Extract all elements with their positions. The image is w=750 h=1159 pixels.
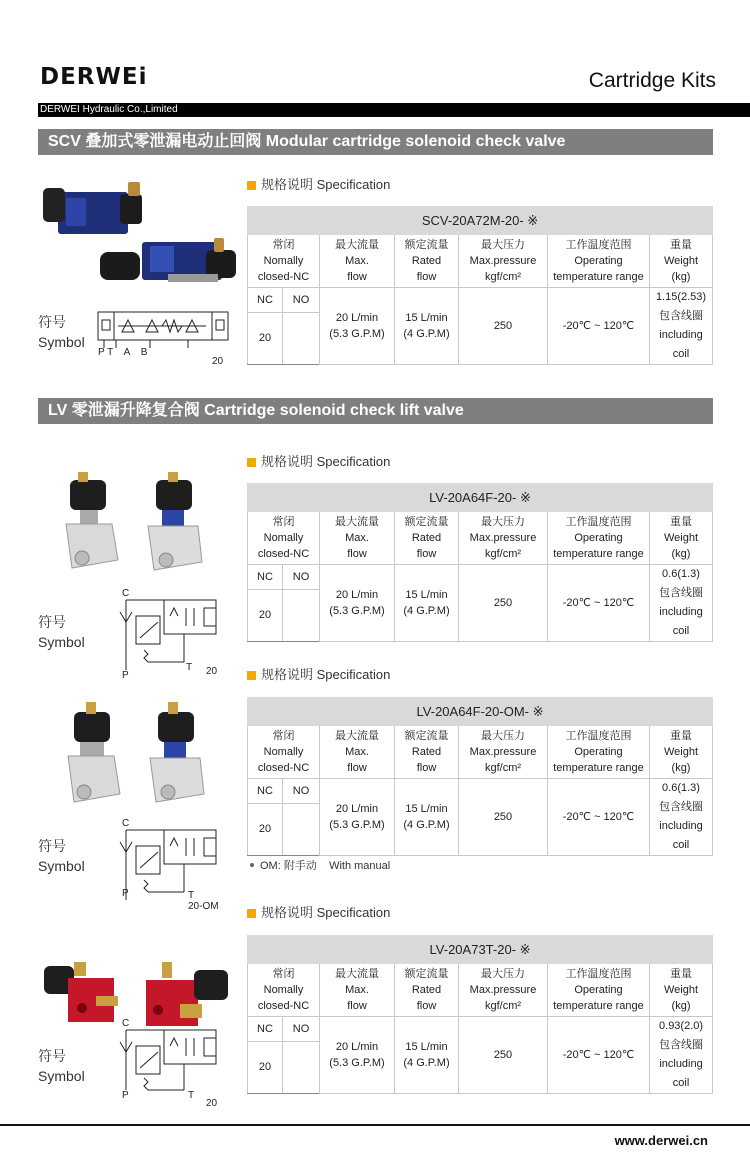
symbol-caption-1: 符号 Symbol — [38, 314, 85, 350]
col-weight: 重量 Weight (kg) — [650, 726, 713, 779]
spec-label-2: 规格说明 Specification — [247, 453, 390, 471]
port-t: T — [186, 662, 193, 673]
brand-logo: DERWEi — [40, 64, 148, 90]
col-pressure: 最大压力 Max.pressure kgf/cm² — [459, 726, 548, 779]
col-pressure: 最大压力 Max.pressure kgf/cm² — [459, 512, 548, 565]
cell-empty — [283, 312, 320, 364]
cell-empty — [283, 803, 320, 855]
cell-max-flow: 20 L/min (5.3 G.P.M) — [320, 288, 395, 365]
col-weight: 重量 Weight (kg) — [650, 512, 713, 565]
cell-nc: NC — [248, 1017, 283, 1042]
spec-label-text: 规格说明 Specification — [261, 177, 391, 192]
cell-no: NO — [283, 288, 320, 313]
cell-empty — [283, 589, 320, 641]
spec-table-lv-2 — [247, 697, 713, 856]
product-photo-scv — [38, 172, 238, 302]
schematic-tag: 20 — [206, 1098, 218, 1108]
section-title-scv: SCV 叠加式零泄漏电动止回阀 Modular cartridge solenoid check valve — [38, 129, 713, 155]
hydraulic-symbol-lv-3 — [114, 1016, 224, 1108]
cell-no: NO — [283, 1017, 320, 1042]
col-nc: 常闭 Nomally closed-NC — [248, 235, 320, 288]
hydraulic-symbol-scv — [94, 308, 234, 368]
col-max-flow: 最大流量 Max. flow — [320, 964, 395, 1017]
col-temp: 工作温度范围 Operating temperature range — [548, 964, 650, 1017]
schematic-tag: 20-OM — [188, 901, 219, 912]
symbol-caption-3: 符号 Symbol — [38, 838, 85, 874]
col-rated-flow: 额定流量 Rated flow — [395, 512, 459, 565]
cell-weight: 0.6(1.3) 包含线圈 including coil — [650, 779, 713, 856]
cell-max-flow: 20 L/min (5.3 G.P.M) — [320, 779, 395, 856]
accent-square-icon — [247, 458, 256, 467]
cell-temp: -20℃ ~ 120℃ — [548, 288, 650, 365]
col-rated-flow: 额定流量 Rated flow — [395, 964, 459, 1017]
cell-size: 20 — [248, 312, 283, 364]
cell-no: NO — [283, 779, 320, 804]
cell-weight: 0.6(1.3) 包含线圈 including coil — [650, 565, 713, 642]
spec-table-lv-3 — [247, 935, 713, 1094]
product-photo-lv-2 — [38, 692, 238, 822]
col-temp: 工作温度范围 Operating temperature range — [548, 512, 650, 565]
cell-size: 20 — [248, 1041, 283, 1093]
col-pressure: 最大压力 Max.pressure kgf/cm² — [459, 235, 548, 288]
cell-pressure: 250 — [459, 779, 548, 856]
cell-rated-flow: 15 L/min (4 G.P.M) — [395, 565, 459, 642]
symbol-caption-4: 符号 Symbol — [38, 1048, 85, 1084]
company-name: DERWEI Hydraulic Co.,Limited — [40, 104, 178, 115]
col-max-flow: 最大流量 Max. flow — [320, 726, 395, 779]
cell-max-flow: 20 L/min (5.3 G.P.M) — [320, 1017, 395, 1094]
port-c: C — [122, 588, 130, 599]
port-t: T — [188, 890, 195, 901]
col-max-flow: 最大流量 Max. flow — [320, 512, 395, 565]
port-t: T — [188, 1090, 195, 1101]
port-p: P — [122, 888, 129, 899]
cell-pressure: 250 — [459, 288, 548, 365]
cell-no: NO — [283, 565, 320, 590]
cell-nc: NC — [248, 779, 283, 804]
spec-label-3: 规格说明 Specification — [247, 666, 390, 684]
model-cell: LV-20A73T-20- ※ — [248, 936, 713, 964]
col-nc: 常闭 Nomally closed-NC — [248, 964, 320, 1017]
symbol-caption-2: 符号 Symbol — [38, 614, 85, 650]
spec-table-scv — [247, 206, 713, 365]
model-cell: SCV-20A72M-20- ※ — [248, 207, 713, 235]
accent-square-icon — [247, 181, 256, 190]
spec-label-1 — [247, 176, 390, 194]
product-photo-lv-1 — [38, 460, 238, 590]
cell-temp: -20℃ ~ 120℃ — [548, 1017, 650, 1094]
col-nc: 常闭 Nomally closed-NC — [248, 726, 320, 779]
model-cell: LV-20A64F-20-OM- ※ — [248, 698, 713, 726]
cell-rated-flow: 15 L/min (4 G.P.M) — [395, 288, 459, 365]
cell-weight: 0.93(2.0) 包含线圈 including coil — [650, 1017, 713, 1094]
section-title-lv: LV 零泄漏升降复合阀 Cartridge solenoid check lift valve — [38, 398, 713, 424]
cell-rated-flow: 15 L/min (4 G.P.M) — [395, 1017, 459, 1094]
cell-max-flow: 20 L/min (5.3 G.P.M) — [320, 565, 395, 642]
cell-pressure: 250 — [459, 1017, 548, 1094]
note-manual: OM: 附手动 With manual — [250, 857, 390, 873]
cell-rated-flow: 15 L/min (4 G.P.M) — [395, 779, 459, 856]
port-p: P — [122, 1090, 129, 1101]
accent-square-icon — [247, 671, 256, 680]
port-p: P — [122, 670, 129, 678]
cell-nc: NC — [248, 565, 283, 590]
cell-empty — [283, 1041, 320, 1093]
footer-divider — [0, 1124, 750, 1126]
port-labels: P T A B — [98, 347, 148, 358]
hydraulic-symbol-lv-2 — [114, 816, 224, 912]
col-max-flow: 最大流量 Max. flow — [320, 235, 395, 288]
accent-square-icon — [247, 909, 256, 918]
col-weight: 重量 Weight (kg) — [650, 964, 713, 1017]
schematic-tag: 20 — [212, 356, 224, 367]
port-c: C — [122, 818, 130, 829]
model-cell: LV-20A64F-20- ※ — [248, 484, 713, 512]
cell-weight: 1.15(2.53) 包含线圈 including coil — [650, 288, 713, 365]
website-link[interactable]: www.derwei.cn — [614, 1133, 708, 1148]
bullet-dot-icon — [250, 863, 254, 867]
page-title: Cartridge Kits — [588, 69, 716, 92]
col-temp: 工作温度范围 Operating temperature range — [548, 235, 650, 288]
cell-pressure: 250 — [459, 565, 548, 642]
cell-size: 20 — [248, 589, 283, 641]
cell-temp: -20℃ ~ 120℃ — [548, 779, 650, 856]
port-c: C — [122, 1018, 130, 1029]
col-nc: 常闭 Nomally closed-NC — [248, 512, 320, 565]
cell-temp: -20℃ ~ 120℃ — [548, 565, 650, 642]
company-bar — [38, 103, 750, 117]
schematic-tag: 20 — [206, 666, 218, 677]
spec-table-lv-1 — [247, 483, 713, 642]
col-rated-flow: 额定流量 Rated flow — [395, 726, 459, 779]
hydraulic-symbol-lv-1 — [114, 586, 224, 678]
spec-label-4: 规格说明 Specification — [247, 904, 390, 922]
col-pressure: 最大压力 Max.pressure kgf/cm² — [459, 964, 548, 1017]
cell-size: 20 — [248, 803, 283, 855]
cell-nc: NC — [248, 288, 283, 313]
col-weight: 重量 Weight (kg) — [650, 235, 713, 288]
col-temp: 工作温度范围 Operating temperature range — [548, 726, 650, 779]
col-rated-flow: 额定流量 Rated flow — [395, 235, 459, 288]
